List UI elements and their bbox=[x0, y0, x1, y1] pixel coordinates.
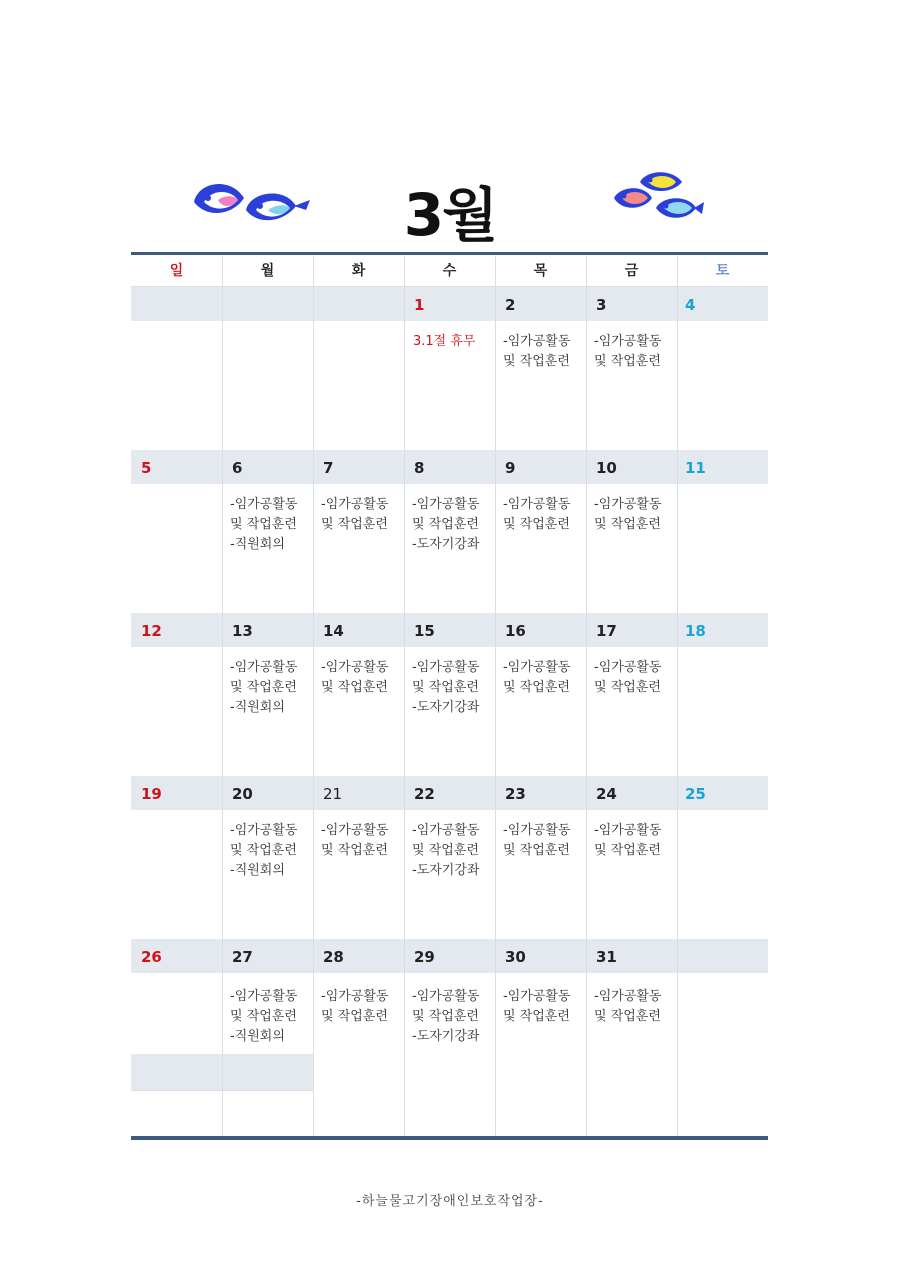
day-number: 5 bbox=[141, 459, 152, 477]
work-event-line2: 및 작업훈련 bbox=[503, 354, 570, 369]
day-number: 4 bbox=[685, 296, 696, 314]
work-event-line1: -임가공활동 bbox=[321, 660, 389, 675]
col-line bbox=[404, 256, 405, 1136]
day-number: 29 bbox=[414, 948, 435, 966]
work-event-line1: -임가공활동 bbox=[503, 989, 571, 1004]
week2-band bbox=[131, 450, 768, 484]
col-line bbox=[586, 256, 587, 1136]
day-number: 3 bbox=[596, 296, 607, 314]
week4-band bbox=[131, 776, 768, 810]
work-event-line1: -임가공활동 bbox=[321, 989, 389, 1004]
day-number: 1 bbox=[414, 296, 425, 314]
day-number: 15 bbox=[414, 622, 435, 640]
day-number: 13 bbox=[232, 622, 253, 640]
work-event-line1: -임가공활동 bbox=[594, 660, 662, 675]
work-event-line2: 및 작업훈련 bbox=[412, 680, 479, 695]
fish-decoration-left-icon bbox=[188, 176, 313, 232]
day-number: 25 bbox=[685, 785, 706, 803]
footer-organization: -하늘물고기장애인보호작업장- bbox=[356, 1194, 544, 1209]
meeting-event: -직원회의 bbox=[230, 537, 285, 552]
weekday-tue: 화 bbox=[351, 263, 366, 279]
day-number: 14 bbox=[323, 622, 344, 640]
work-event-line2: 및 작업훈련 bbox=[594, 843, 661, 858]
week5-band bbox=[131, 939, 768, 973]
work-event-line2: 및 작업훈련 bbox=[321, 843, 388, 858]
meeting-event: -직원회의 bbox=[230, 1029, 285, 1044]
day-number: 11 bbox=[685, 459, 706, 477]
work-event-line1: -임가공활동 bbox=[412, 497, 480, 512]
work-event-line2: 및 작업훈련 bbox=[412, 1009, 479, 1024]
work-event-line2: 및 작업훈련 bbox=[503, 1009, 570, 1024]
ceramics-event: -도자기강좌 bbox=[412, 537, 480, 552]
month-title: 3월 bbox=[403, 181, 497, 249]
day-number: 27 bbox=[232, 948, 253, 966]
day-number: 12 bbox=[141, 622, 162, 640]
day-number: 23 bbox=[505, 785, 526, 803]
day-number: 18 bbox=[685, 622, 706, 640]
col-line bbox=[313, 256, 314, 1136]
weekday-fri: 금 bbox=[624, 263, 639, 279]
day-number: 31 bbox=[596, 948, 617, 966]
work-event-line1: -임가공활동 bbox=[503, 823, 571, 838]
col-line bbox=[222, 256, 223, 1136]
weekday-sun: 일 bbox=[169, 263, 184, 279]
day-number: 20 bbox=[232, 785, 253, 803]
ceramics-event: -도자기강좌 bbox=[412, 700, 480, 715]
ceramics-event: -도자기강좌 bbox=[412, 863, 480, 878]
calendar-top-rule bbox=[131, 252, 768, 255]
day-number: 26 bbox=[141, 948, 162, 966]
work-event-line2: 및 작업훈련 bbox=[594, 1009, 661, 1024]
work-event-line2: 및 작업훈련 bbox=[230, 843, 297, 858]
fish-decoration-right-icon bbox=[610, 168, 706, 228]
day-number: 9 bbox=[505, 459, 516, 477]
work-event-line2: 및 작업훈련 bbox=[412, 843, 479, 858]
day-number: 28 bbox=[323, 948, 344, 966]
work-event-line1: -임가공활동 bbox=[503, 660, 571, 675]
work-event-line1: -임가공활동 bbox=[412, 660, 480, 675]
work-event-line1: -임가공활동 bbox=[321, 497, 389, 512]
day-number: 16 bbox=[505, 622, 526, 640]
work-event-line2: 및 작업훈련 bbox=[230, 517, 297, 532]
meeting-event: -직원회의 bbox=[230, 700, 285, 715]
work-event-line2: 및 작업훈련 bbox=[321, 1009, 388, 1024]
work-event-line1: -임가공활동 bbox=[230, 823, 298, 838]
work-event-line2: 및 작업훈련 bbox=[230, 1009, 297, 1024]
day-number: 6 bbox=[232, 459, 243, 477]
work-event-line2: 및 작업훈련 bbox=[230, 680, 297, 695]
day-number: 2 bbox=[505, 296, 516, 314]
weekday-sat: 토 bbox=[715, 263, 730, 279]
work-event-line1: -임가공활동 bbox=[503, 497, 571, 512]
col-line bbox=[495, 256, 496, 1136]
col-line bbox=[677, 256, 678, 1136]
work-event-line1: -임가공활동 bbox=[594, 989, 662, 1004]
day-number: 30 bbox=[505, 948, 526, 966]
day-number: 19 bbox=[141, 785, 162, 803]
day-number: 7 bbox=[323, 459, 334, 477]
meeting-event: -직원회의 bbox=[230, 863, 285, 878]
work-event-line2: 및 작업훈련 bbox=[321, 680, 388, 695]
work-event-line1: -임가공활동 bbox=[412, 989, 480, 1004]
work-event-line1: -임가공활동 bbox=[594, 334, 662, 349]
work-event-line2: 및 작업훈련 bbox=[503, 680, 570, 695]
work-event-line2: 및 작업훈련 bbox=[321, 517, 388, 532]
work-event-line1: -임가공활동 bbox=[412, 823, 480, 838]
work-event-line2: 및 작업훈련 bbox=[594, 517, 661, 532]
weekday-wed: 수 bbox=[442, 263, 457, 279]
weekday-mon: 월 bbox=[260, 263, 275, 279]
work-event-line2: 및 작업훈련 bbox=[412, 517, 479, 532]
work-event-line1: -임가공활동 bbox=[503, 334, 571, 349]
week1-band bbox=[131, 287, 768, 321]
holiday-event: 3.1절 휴무 bbox=[413, 334, 476, 349]
work-event-line1: -임가공활동 bbox=[230, 660, 298, 675]
week3-band bbox=[131, 613, 768, 647]
calendar-bottom-rule bbox=[131, 1136, 768, 1140]
weekday-thu: 목 bbox=[533, 263, 548, 279]
day-number: 10 bbox=[596, 459, 617, 477]
day-number: 17 bbox=[596, 622, 617, 640]
work-event-line2: 및 작업훈련 bbox=[594, 354, 661, 369]
work-event-line2: 및 작업훈련 bbox=[503, 517, 570, 532]
day-number: 22 bbox=[414, 785, 435, 803]
day-number: 21 bbox=[323, 785, 343, 803]
ceramics-event: -도자기강좌 bbox=[412, 1029, 480, 1044]
day-number: 24 bbox=[596, 785, 617, 803]
work-event-line2: 및 작업훈련 bbox=[594, 680, 661, 695]
work-event-line1: -임가공활동 bbox=[230, 989, 298, 1004]
work-event-line1: -임가공활동 bbox=[321, 823, 389, 838]
day-number: 8 bbox=[414, 459, 425, 477]
work-event-line1: -임가공활동 bbox=[594, 497, 662, 512]
work-event-line1: -임가공활동 bbox=[230, 497, 298, 512]
work-event-line2: 및 작업훈련 bbox=[503, 843, 570, 858]
work-event-line1: -임가공활동 bbox=[594, 823, 662, 838]
